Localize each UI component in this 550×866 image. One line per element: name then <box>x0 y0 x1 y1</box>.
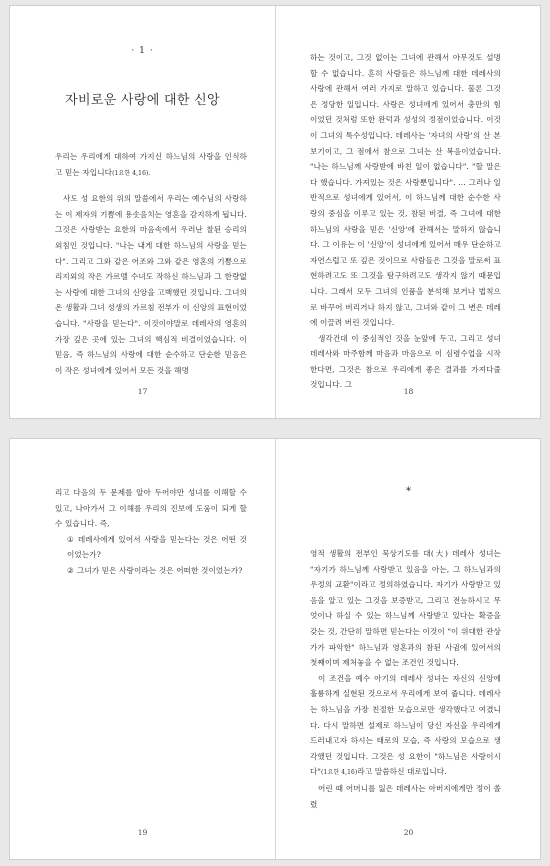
bible-reference: (1요한 4,16) <box>321 769 358 777</box>
section-separator: * <box>406 486 411 497</box>
page-20-text <box>310 546 501 812</box>
page-spread-top <box>9 5 541 419</box>
page-number: 17 <box>137 387 148 396</box>
intro-reference: (1요한 4,16). <box>112 169 151 177</box>
body-paragraph: 리고 다음의 두 문제를 알아 두어야만 성녀를 이해할 수 있고, 나아가서 그 이해를 우리의 진보에 도움이 되게 할 수 있습니다. 즉, <box>55 488 247 529</box>
page-number: 20 <box>403 828 414 837</box>
question-number: ① <box>67 534 75 544</box>
page-19 <box>10 439 275 859</box>
body-paragraph: 생각건대 이 중심적인 것을 눈앞에 두고, 그리고 성녀 데레사와 마주함께 마음과 마음으로 이 심령수업을 시작한다면, 그것은 참으로 우리에게 좋은 결과를 가져다줄 것입니다. 그 <box>310 333 501 390</box>
chapter-title: 자비로운 사랑에 대한 신앙 <box>65 93 220 108</box>
intro-text: 우리는 우리에게 대하여 가지신 하느님의 사랑을 인식하고 믿는 자입니다 <box>55 152 247 177</box>
question-item <box>55 532 247 563</box>
page-17 <box>10 6 275 418</box>
question-item <box>55 563 247 579</box>
page-number: 18 <box>403 387 414 396</box>
paragraph-text-end: 라고 말씀하신 대로입니다. <box>357 767 447 777</box>
body-paragraph: 영적 생활의 전부인 묵상기도를 대(大) 데레사 성녀는 "자기가 하느님께 사랑받고 있음을 아는, 그 하느님과의 우정의 교환"이라고 정의하였습니다. 자기가 사랑받고 있음을 알고 있는 그것을 보증받고, 그리고 전능하시고 무엇이나 하실 수 있는 하느님께 사랑받고 있다는 확증을 갖는 것, 간단히 말하면 믿는다는 이것이 "이 위대한 관상가가 파악한" 하느님과 영혼과의 참된 사귐에 있어서의 첫째이며 제처놓을 수 없는 조건인 것입니다. <box>310 549 501 668</box>
page-number: 19 <box>137 828 148 837</box>
body-paragraph <box>310 671 501 781</box>
question-number: ② <box>67 565 74 575</box>
page-spread-bottom <box>9 438 541 860</box>
body-paragraph: 하는 것이고, 그것 없이는 그녀에 관해서 아무것도 설명할 수 없습니다. 흔히 사람들은 하느님께 대한 데레사의 사랑에 관해서 여러 가지로 말하고 있습니다. 물론 그것은 정당한 일입니다. 사랑은 성녀에게 있어서 충만의 힘이었던 것처럼 또한 완덕과 성성의 정점이었습니다. 이것이 그녀의 특수성입니다. 데레사는 '자녀의 사랑'의 산 본보기이고, 그 점에서 참으로 그녀는 산 복음이었습니다. "나는 하느님께 사랑받에 바친 일이 없습니다". "할 말은 다 했습니다. 가져있는 것은 사랑뿐입니다". … 그러나 일반적으로 성녀에게 있어서, 이 하느님께 대한 순수한 사랑의 중심을 이루고 있는 것, 참된 비결, 즉 그녀에 대한 하느님의 사랑을 믿은 '신앙'에 관해서는 말하지 않습니다. 그 이유는 이 '신앙'이 성녀에게 있어서 매우 단순하고 자연스럽고 또 깊은 것이므로 사람들은 그것을 말로써 표현하려고도 또 그것을 탐구하려고도 생각지 않기 때문입니다. 그래서 모두 그녀의 인품을 분석해 보거나 법칙으로 바꾸어 버리거나 하지 않고, 그녀와 같이 그 변은 데레에 이끌려 버린 것입니다. <box>310 53 501 328</box>
question-text: 그녀가 믿은 사랑이라는 것은 어떠한 것이었는가? <box>76 565 243 575</box>
paragraph-text: 이 조건을 예수 아기의 데레사 성녀는 자신의 신앙에 훌륭하게 실현된 것으로서 우리에게 보여 줍니다. 데레사는 하느님을 가장 친절한 모습으로만 생각했다고 여겼니다. 다시 말하면 설제로 하느님이 당신 자신을 우리에게 드러내고자 하시는 태로의 모습, 즉 사랑의 모습으로 생각했던 것입니다. 그것은 성 요한이 "하느님은 사랑이시다" <box>310 673 501 777</box>
page-18 <box>276 6 541 418</box>
question-text: 데레사에게 있어서 사랑을 믿는다는 것은 어떤 것이었는가? <box>67 534 247 560</box>
chapter-number: · 1 · <box>131 46 154 56</box>
body-paragraph: 어린 때 어머니를 잃은 데레사는 아버지에게만 정이 쏠렸 <box>310 783 501 809</box>
page-19-text <box>55 485 247 579</box>
page-17-text <box>55 149 247 378</box>
page-18-text <box>310 50 501 393</box>
page-20 <box>276 439 541 859</box>
body-paragraph: 사도 성 요한의 위의 말씀에서 우리는 예수님의 사랑하는 이 제자의 기쁨에 용솟음치는 영혼을 감지하게 됩니다. 그것은 사랑받는 요한의 마음속에서 우러난 찰된 승리의 외침인 것입니다. "나는 내게 대한 하느님의 사랑을 믿는다". 그리고 그와 같은 어조와 그와 같은 영혼의 기쁨으로 리지외의 작은 가르멜 수녀도 작하신 하느님과 그 한량없는 사랑에 대한 그녀의 신앙을 고백했던 것입니다. 그녀의 온 생활과 그녀 성생의 가르침 전부가 이 신앙의 표현이었습니다. "사랑을 믿는다". 이것이야말로 데레사의 영혼의 가장 깊은 곳에 있는 그녀의 핵심적 비결이었습니다. 이 믿음, 즉 하느님의 사랑에 대한 순수하고 단순한 믿음은 이 작은 성녀에게 있어서 모든 것을 해명 <box>55 194 247 375</box>
intro-paragraph <box>55 149 247 181</box>
